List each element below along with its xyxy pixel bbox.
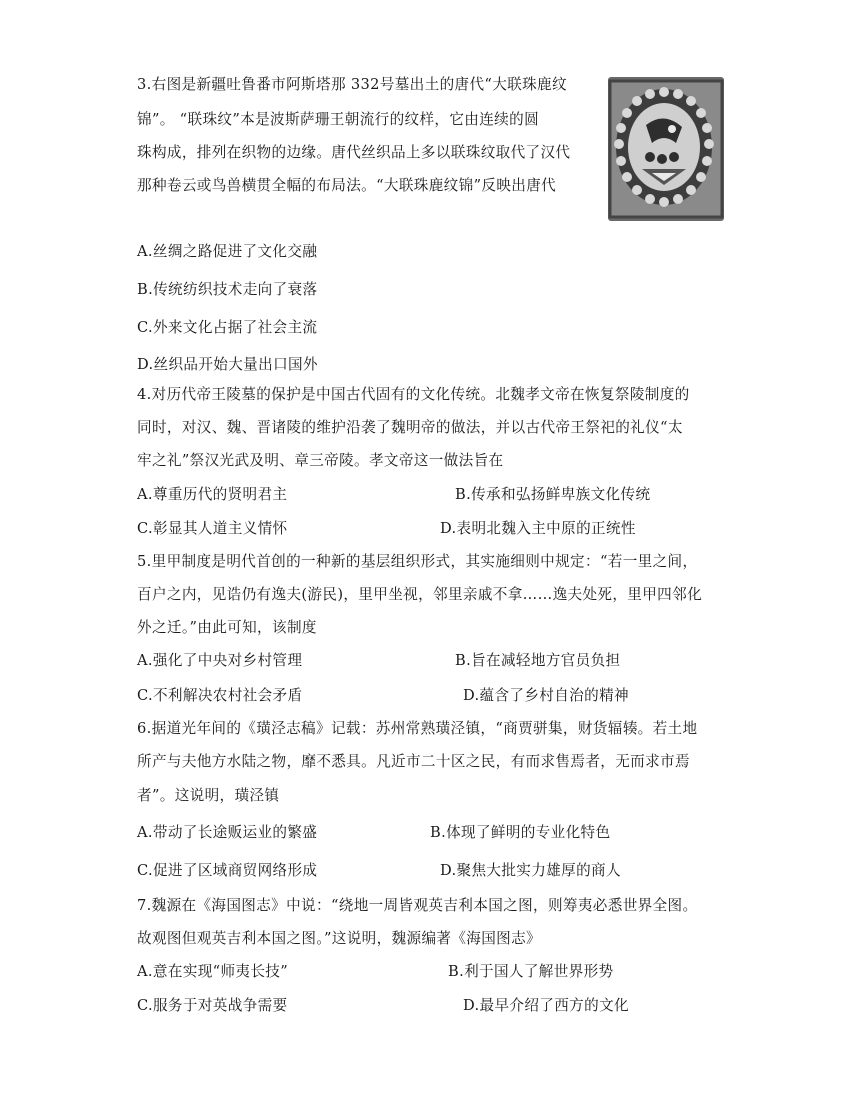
q3-line-2: 锦”。 “联珠纹”本是波斯萨珊王朝流行的纹样，它由连续的圆 <box>137 111 540 128</box>
q4-option-b: B.传承和弘扬鲜卑族文化传统 <box>455 486 651 503</box>
q4-option-a: A.尊重历代的贤明君主 <box>137 486 288 503</box>
q7-option-b: B.利于国人了解世界形势 <box>448 963 614 980</box>
q7-option-d: D.最早介绍了西方的文化 <box>463 997 629 1014</box>
q3-line-3: 珠构成，排列在织物的边缘。唐代丝织品上多以联珠纹取代了汉代 <box>137 144 571 161</box>
q3-option-a: A.丝绸之路促进了文化交融 <box>137 243 318 260</box>
q5-option-c: C.不利解决农村社会矛盾 <box>137 687 303 704</box>
q3-option-b: B.传统纺织技术走向了衰落 <box>137 281 318 298</box>
q3-line-4: 那种卷云或鸟兽横贯全幅的布局法。“大联珠鹿纹锦”反映出唐代 <box>137 177 557 194</box>
q6-option-a: A.带动了长途贩运业的繁盛 <box>137 824 318 841</box>
q7-option-c: C.服务于对英战争需要 <box>137 997 288 1014</box>
q4-line-2: 同时，对汉、魏、晋诸陵的维护沿袭了魏明帝的做法，并以古代帝王祭祀的礼仪“太 <box>137 419 683 436</box>
q6-line-1: 6.据道光年间的《璜泾志稿》记载：苏州常熟璜泾镇，“商贾骈集，财货辐辏。若土地 <box>137 720 698 737</box>
q3-option-d: D.丝织品开始大量出口国外 <box>137 356 318 373</box>
q6-option-c: C.促进了区域商贸网络形成 <box>137 862 318 879</box>
q4-option-c: C.彰显其人道主义情怀 <box>137 520 288 537</box>
q5-option-a: A.强化了中央对乡村管理 <box>137 652 303 669</box>
q6-option-b: B.体现了鲜明的专业化特色 <box>430 824 611 841</box>
q3-line-1: 3.右图是新疆吐鲁番市阿斯塔那 332号墓出土的唐代“大联珠鹿纹 <box>137 76 567 93</box>
brocade-image <box>606 73 726 223</box>
q5-line-2: 百户之内，见诰仍有逸夫(游民)，里甲坐视，邻里亲戚不拿……逸夫处死，里甲四邻化 <box>137 586 703 603</box>
q7-line-2: 故观图但观英吉利本国之图。”这说明，魏源编著《海国图志》 <box>137 930 541 947</box>
q5-option-b: B.旨在减轻地方官员负担 <box>455 652 621 669</box>
q7-option-a: A.意在实现“师夷长技” <box>137 963 289 980</box>
q6-line-3: 者”。这说明，璜泾镇 <box>137 787 280 804</box>
q3-option-c: C.外来文化占据了社会主流 <box>137 319 318 336</box>
q4-line-1: 4.对历代帝王陵墓的保护是中国古代固有的文化传统。北魏孝文帝在恢复祭陵制度的 <box>137 386 690 403</box>
q7-line-1: 7.魏源在《海国图志》中说：“绕地一周皆观英吉利本国之图，则筹夷必悉世界全图。 <box>137 897 698 914</box>
q5-line-3: 外之迁。”由此可知，该制度 <box>137 619 317 636</box>
q6-line-2: 所产与夫他方水陆之物，靡不悉具。凡近市二十区之民，有而求售焉者，无而求市焉 <box>137 753 690 770</box>
q6-option-d: D.聚焦大批实力雄厚的商人 <box>440 862 621 879</box>
q4-line-3: 牢之礼”祭汉光武及明、章三帝陵。孝文帝这一做法旨在 <box>137 452 504 469</box>
pearl-roundel-deer-brocade-image <box>606 73 726 223</box>
q5-option-d: D.蕴含了乡村自治的精神 <box>463 687 629 704</box>
q5-line-1: 5.里甲制度是明代首创的一种新的基层组织形式，其实施细则中规定：“若一里之间， <box>137 553 698 570</box>
q4-option-d: D.表明北魏入主中原的正统性 <box>440 520 636 537</box>
